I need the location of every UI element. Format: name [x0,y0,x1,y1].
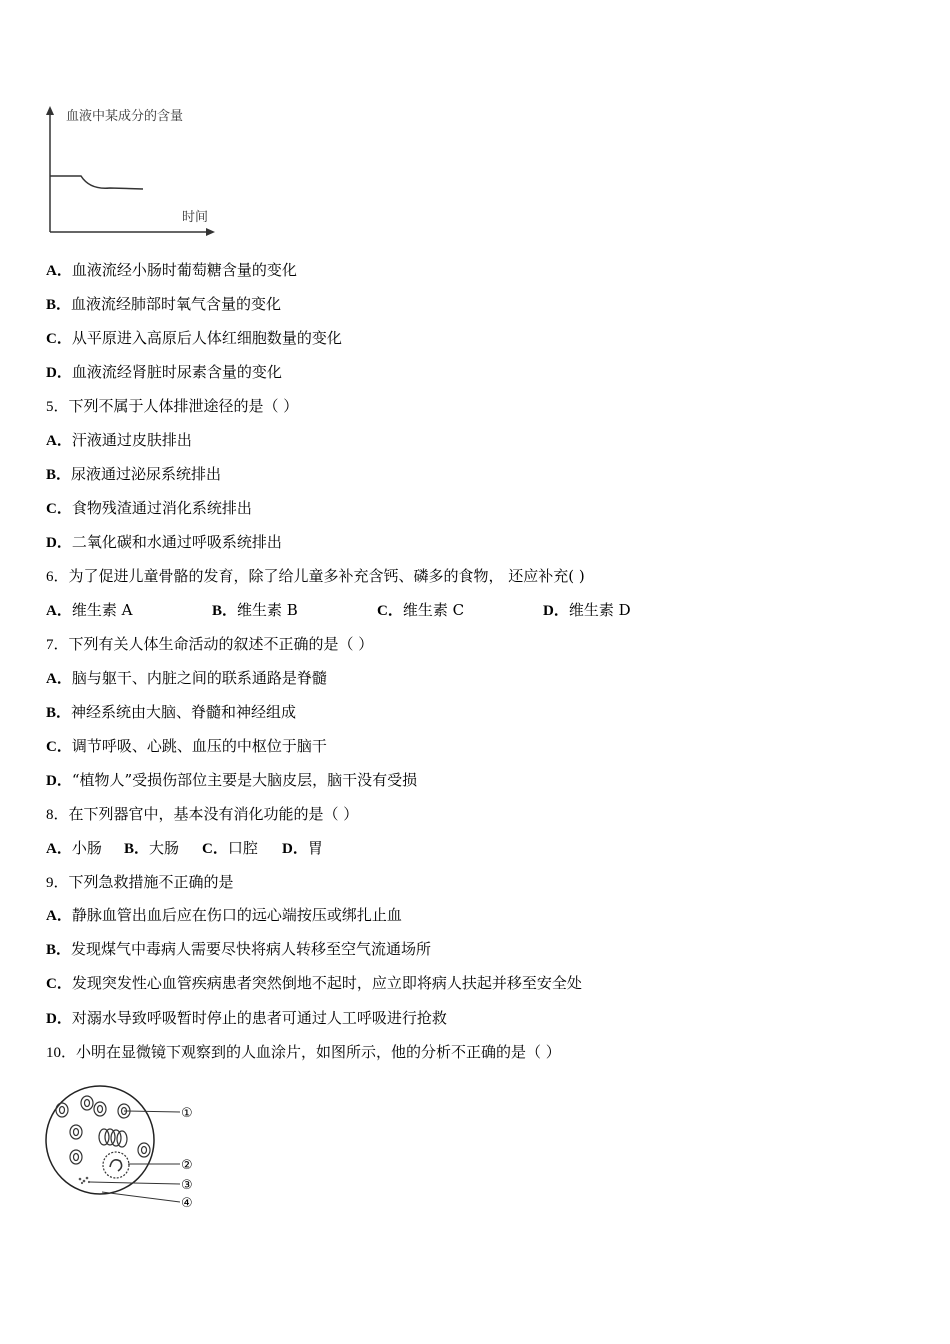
figure-label-2: ② [181,1158,193,1173]
red-blood-cells [56,1096,150,1164]
question-number: 8． [46,807,69,823]
question-text: 下列急救措施不正确的是 [68,873,234,891]
option-text: 小肠 [71,839,102,857]
option-label: D． [46,535,72,551]
option-text: 从平原进入高原后人体红细胞数量的变化 [71,329,342,347]
option-text: 脑与躯干、内脏之间的联系通路是脊髓 [71,669,327,687]
option-label: C． [377,603,403,619]
question-number: 7． [46,637,69,653]
q6-option-d[interactable] [543,600,631,621]
question-text: 下列有关人体生命活动的叙述不正确的是（ ） [68,635,374,653]
q6-options-row [46,600,666,620]
option-text: 维生素 D [568,601,631,619]
option-text: “植物人”受损伤部位主要是大脑皮层，脑干没有受损 [71,771,418,789]
content-curve [50,176,143,189]
q8-option-c[interactable] [202,838,258,859]
question-text: 下列不属于人体排泄途径的是（ ） [68,397,299,415]
question-text: 在下列器官中，基本没有消化功能的是（ ） [68,805,359,823]
option-text: 维生素 C [402,601,465,619]
option-label: C． [46,739,72,755]
q9-stem [46,872,234,893]
q5-option-d[interactable] [46,532,282,553]
q4-option-d[interactable] [46,362,282,383]
q5-option-a[interactable] [46,430,192,451]
question-text: 为了促进儿童骨骼的发育，除了给儿童多补充含钙、磷多的食物， 还应补充( ) [68,567,585,585]
option-text: 尿液通过泌尿系统排出 [71,465,222,483]
q6-stem [46,566,585,587]
q6-option-b[interactable] [212,600,298,621]
option-text: 发现突发性心血管疾病患者突然倒地不起时，应立即将病人扶起并移至安全处 [71,974,582,992]
question-number: 5． [46,399,69,415]
graph-y-axis-label: 血液中某成分的含量 [66,109,184,124]
option-label: B． [46,297,72,313]
y-axis [46,106,54,232]
leader-lines [90,1111,180,1202]
option-label: D． [46,773,72,789]
option-label: B． [46,467,72,483]
option-text: 发现煤气中毒病人需要尽快将病人转移至空气流通场所 [71,940,432,958]
option-label: D． [46,365,72,381]
q7-option-a[interactable] [46,668,327,689]
option-label: B． [124,841,150,857]
option-label: C． [202,841,228,857]
q8-stem [46,804,358,825]
option-label: A． [46,671,72,687]
option-text: 二氧化碳和水通过呼吸系统排出 [71,533,282,551]
white-blood-cell [103,1152,129,1178]
figure-label-1: ① [181,1106,193,1121]
q8-options-row [46,838,346,858]
q9-option-d[interactable] [46,1008,447,1029]
q7-option-c[interactable] [46,736,327,757]
q9-option-c[interactable] [46,973,582,994]
option-label: C． [46,976,72,992]
option-label: D． [282,841,308,857]
option-text: 胃 [307,839,323,857]
q9-option-b[interactable] [46,939,431,960]
question-number: 10． [46,1045,77,1061]
option-label: A． [46,263,72,279]
q7-option-d[interactable] [46,770,417,791]
question-number: 9． [46,875,69,891]
option-text: 静脉血管出血后应在伤口的远心端按压或绑扎止血 [71,906,402,924]
option-text: 汗液通过皮肤排出 [71,431,192,449]
figure-label-4: ④ [181,1196,193,1211]
option-text: 维生素 B [237,601,298,619]
option-label: A． [46,908,72,924]
option-label: B． [212,603,238,619]
option-text: 维生素 A [71,601,133,619]
q6-option-a[interactable] [46,600,132,621]
q6-option-c[interactable] [377,600,464,621]
question-number: 6． [46,569,69,585]
option-text: 神经系统由大脑、脊髓和神经组成 [71,703,297,721]
option-label: A． [46,841,72,857]
option-label: A． [46,603,72,619]
platelets [79,1177,90,1184]
q4-option-a[interactable] [46,260,297,281]
q7-stem [46,634,373,655]
q7-option-b[interactable] [46,702,296,723]
x-axis [50,228,215,236]
option-text: 口腔 [227,839,258,857]
option-text: 血液流经肾脏时尿素含量的变化 [71,363,282,381]
q8-option-d[interactable] [282,838,323,859]
option-label: D． [46,1011,72,1027]
q8-option-a[interactable] [46,838,102,859]
question-text: 小明在显微镜下观察到的人血涂片，如图所示，他的分析不正确的是（ ） [76,1043,561,1061]
option-label: C． [46,501,72,517]
option-text: 食物残渣通过消化系统排出 [71,499,252,517]
q4-option-b[interactable] [46,294,281,315]
option-label: C． [46,331,72,347]
option-label: B． [46,942,72,958]
graph-x-axis-label: 时间 [182,210,209,225]
blood-smear-figure [40,1085,220,1215]
q5-stem [46,396,298,417]
q4-option-c[interactable] [46,328,342,349]
content-change-graph [40,100,230,240]
q5-option-b[interactable] [46,464,221,485]
q9-option-a[interactable] [46,905,402,926]
figure-label-3: ③ [181,1178,193,1193]
option-text: 血液流经小肠时葡萄糖含量的变化 [71,261,297,279]
option-label: D． [543,603,569,619]
option-text: 血液流经肺部时氧气含量的变化 [71,295,282,313]
option-label: B． [46,705,72,721]
option-text: 调节呼吸、心跳、血压的中枢位于脑干 [71,737,327,755]
q10-stem [46,1042,561,1063]
option-text: 大肠 [149,839,180,857]
option-text: 对溺水导致呼吸暂时停止的患者可通过人工呼吸进行抢救 [71,1009,447,1027]
q5-option-c[interactable] [46,498,252,519]
option-label: A． [46,433,72,449]
q8-option-b[interactable] [124,838,179,859]
